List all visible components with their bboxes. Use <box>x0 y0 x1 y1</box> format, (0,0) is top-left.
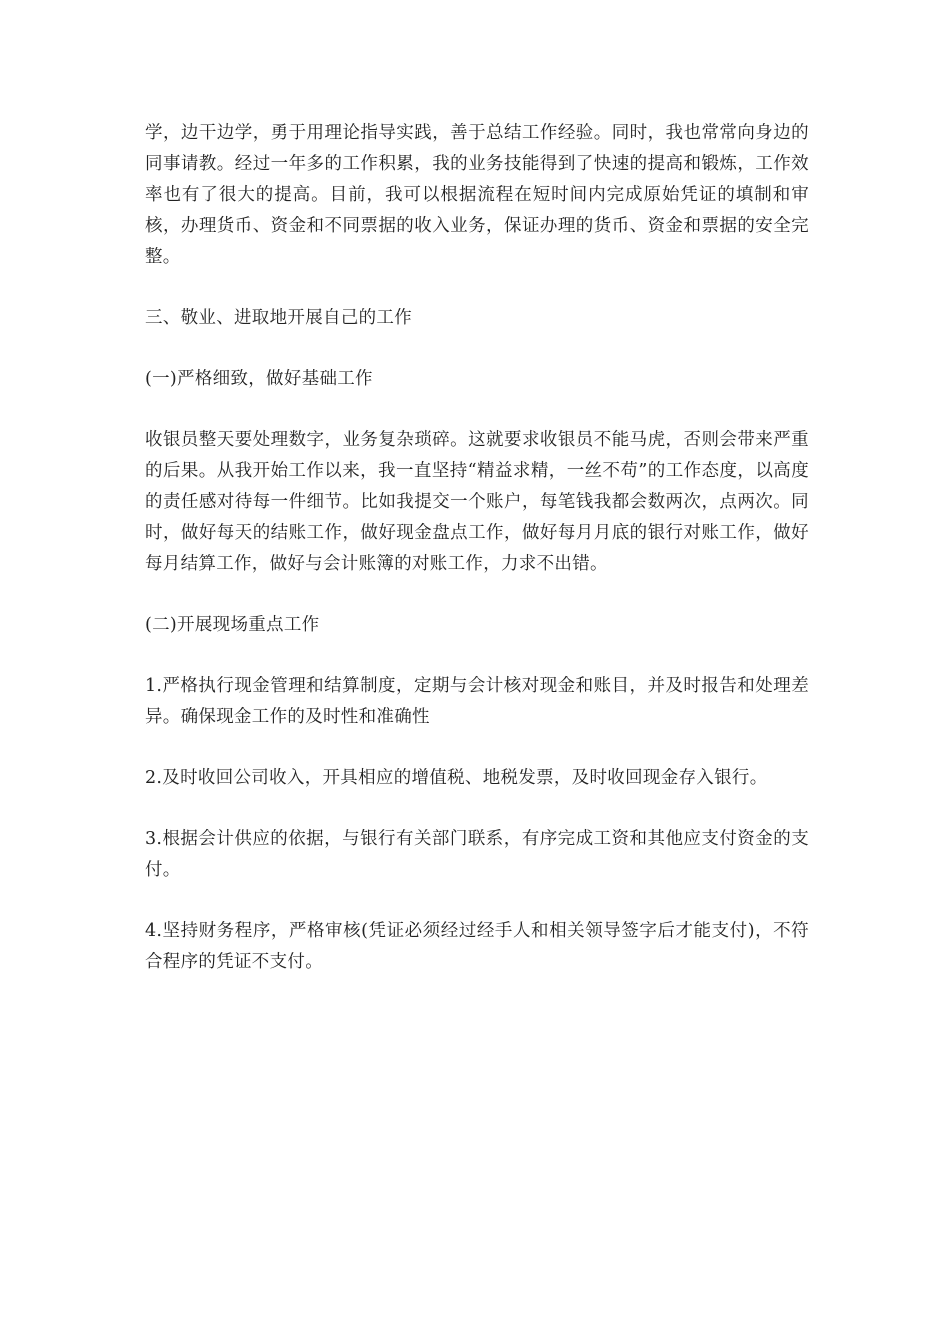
subheading-2: (二)开展现场重点工作 <box>145 615 320 635</box>
section-heading-3: 三、敬业、进取地开展自己的工作 <box>145 308 412 328</box>
list-item-1: 1.严格执行现金管理和结算制度，定期与会计核对现金和账目，并及时报告和处理差异。确保现金工作的及时性和准确性 <box>145 676 809 727</box>
subheading-1: (一)严格细致，做好基础工作 <box>145 369 373 389</box>
document-body <box>145 118 809 978</box>
list-item-3: 3.根据会计供应的依据，与银行有关部门联系，有序完成工资和其他应支付资金的支付。 <box>145 829 809 880</box>
paragraph-continuation: 学，边干边学，勇于用理论指导实践，善于总结工作经验。同时，我也常常向身边的同事请教。经过一年多的工作积累，我的业务技能得到了快速的提高和锻炼，工作效率也有了很大的提高。目前，我可以根据流程在短时间内完成原始凭证的填制和审核，办理货币、资金和不同票据的收入业务，保证办理的货币、资金和票据的安全完整。 <box>145 123 809 267</box>
list-item-4: 4.坚持财务程序，严格审核(凭证必须经过经手人和相关领导签字后才能支付)，不符合程序的凭证不支付。 <box>145 921 809 972</box>
paragraph-cashier-duties: 收银员整天要处理数字，业务复杂琐碎。这就要求收银员不能马虎，否则会带来严重的后果。从我开始工作以来，我一直坚持“精益求精，一丝不苟”的工作态度，以高度的责任感对待每一件细节。比如我提交一个账户，每笔钱我都会数两次，点两次。同时，做好每天的结账工作，做好现金盘点工作，做好每月月底的银行对账工作，做好每月结算工作，做好与会计账簿的对账工作，力求不出错。 <box>145 430 809 574</box>
list-item-2: 2.及时收回公司收入，开具相应的增值税、地税发票，及时收回现金存入银行。 <box>145 768 768 788</box>
